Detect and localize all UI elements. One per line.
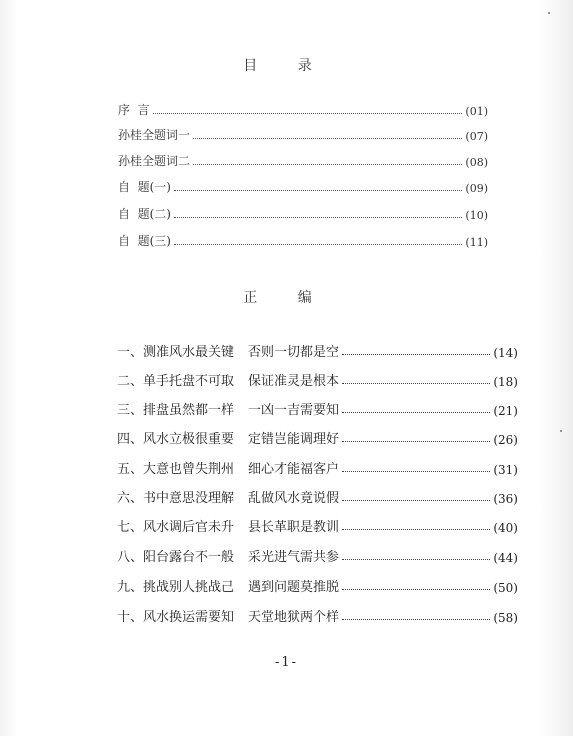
dot-leader (342, 500, 490, 501)
chapter-subtitle: 保证准灵是根本 (248, 374, 340, 389)
chapter-page: (21) (493, 404, 518, 418)
toc-entry-front (118, 100, 488, 118)
chapter-subtitle: 细心才能福客户 (248, 462, 340, 477)
chapter-title: 四、风水立极很重要 (116, 432, 234, 447)
chapter-subtitle: 采光进气需共参 (248, 550, 340, 565)
entry-title: 孙桂全题词二 (118, 154, 191, 168)
dot-leader (342, 619, 490, 620)
scan-speck (560, 430, 562, 432)
chapter-title: 一、测准风水最关键 (116, 345, 234, 360)
toc-entry-chapter (90, 545, 518, 565)
chapter-page: (50) (493, 581, 518, 595)
chapter-page: (18) (493, 375, 518, 389)
toc-entry-chapter (90, 515, 518, 535)
chapter-page: (14) (493, 346, 518, 360)
toc-entry-chapter (90, 575, 518, 595)
chapter-subtitle: 一凶一吉需要知 (248, 403, 340, 418)
chapter-title: 二、单手托盘不可取 (116, 374, 234, 389)
toc-heading: 目 录 (243, 58, 330, 74)
chapter-title: 九、挑战别人挑战己 (116, 580, 234, 595)
chapter-subtitle: 天堂地狱两个样 (248, 610, 340, 625)
entry-page: (10) (465, 209, 488, 222)
chapter-subtitle: 否则一切都是空 (248, 345, 340, 360)
chapter-page: (26) (493, 433, 518, 447)
dot-leader (342, 354, 490, 355)
dot-leader (193, 138, 462, 139)
chapter-page: (36) (493, 492, 518, 506)
chapter-subtitle: 县长革职是教训 (248, 520, 340, 535)
toc-entry-chapter (90, 340, 518, 360)
toc-entry-front (118, 231, 488, 249)
chapter-page: (58) (493, 611, 518, 625)
dot-leader (174, 244, 462, 245)
dot-leader (342, 589, 490, 590)
toc-entry-chapter (90, 369, 518, 389)
entry-title: 孙桂全题词一 (118, 128, 191, 142)
dot-leader (342, 471, 490, 472)
dot-leader (193, 164, 462, 165)
toc-entry-front (118, 204, 488, 222)
main-section-heading: 正 编 (243, 290, 330, 306)
toc-entry-front (118, 125, 488, 143)
toc-entry-chapter (90, 486, 518, 506)
dot-leader (342, 529, 490, 530)
entry-title: 自 题(二) (118, 207, 171, 221)
chapter-title: 五、大意也曾失荆州 (116, 462, 234, 477)
scan-speck (548, 12, 550, 14)
chapter-subtitle: 乱做风水竟说假 (248, 491, 340, 506)
toc-entry-front (118, 177, 488, 195)
entry-title: 自 题(三) (118, 234, 171, 248)
dot-leader (342, 383, 490, 384)
dot-leader (153, 113, 463, 114)
entry-title: 序 言 (118, 103, 150, 117)
dot-leader (342, 559, 490, 560)
dot-leader (174, 217, 462, 218)
dot-leader (174, 190, 462, 191)
entry-page: (11) (465, 236, 488, 249)
toc-entry-chapter (90, 605, 518, 625)
toc-entry-front (118, 151, 488, 169)
chapter-title: 七、风水调后官未升 (116, 520, 234, 535)
entry-title: 自 题(一) (118, 180, 171, 194)
chapter-title: 十、风水换运需要知 (116, 610, 234, 625)
entry-page: (07) (465, 130, 488, 143)
chapter-subtitle: 遇到问题莫推脱 (248, 580, 340, 595)
chapter-subtitle: 定错岂能调理好 (248, 432, 340, 447)
entry-page: (01) (465, 105, 488, 118)
chapter-title: 三、排盘虽然都一样 (116, 403, 234, 418)
chapter-title: 六、书中意思没理解 (116, 491, 234, 506)
toc-entry-chapter (90, 427, 518, 447)
chapter-page: (44) (493, 551, 518, 565)
toc-entry-chapter (90, 398, 518, 418)
entry-page: (09) (465, 182, 488, 195)
entry-page: (08) (465, 156, 488, 169)
toc-entry-chapter (90, 457, 518, 477)
page-number: -1- (274, 655, 299, 670)
chapter-page: (31) (493, 463, 518, 477)
chapter-page: (40) (493, 521, 518, 535)
dot-leader (342, 441, 490, 442)
chapter-title: 八、阳台露台不一般 (116, 550, 234, 565)
dot-leader (342, 412, 490, 413)
